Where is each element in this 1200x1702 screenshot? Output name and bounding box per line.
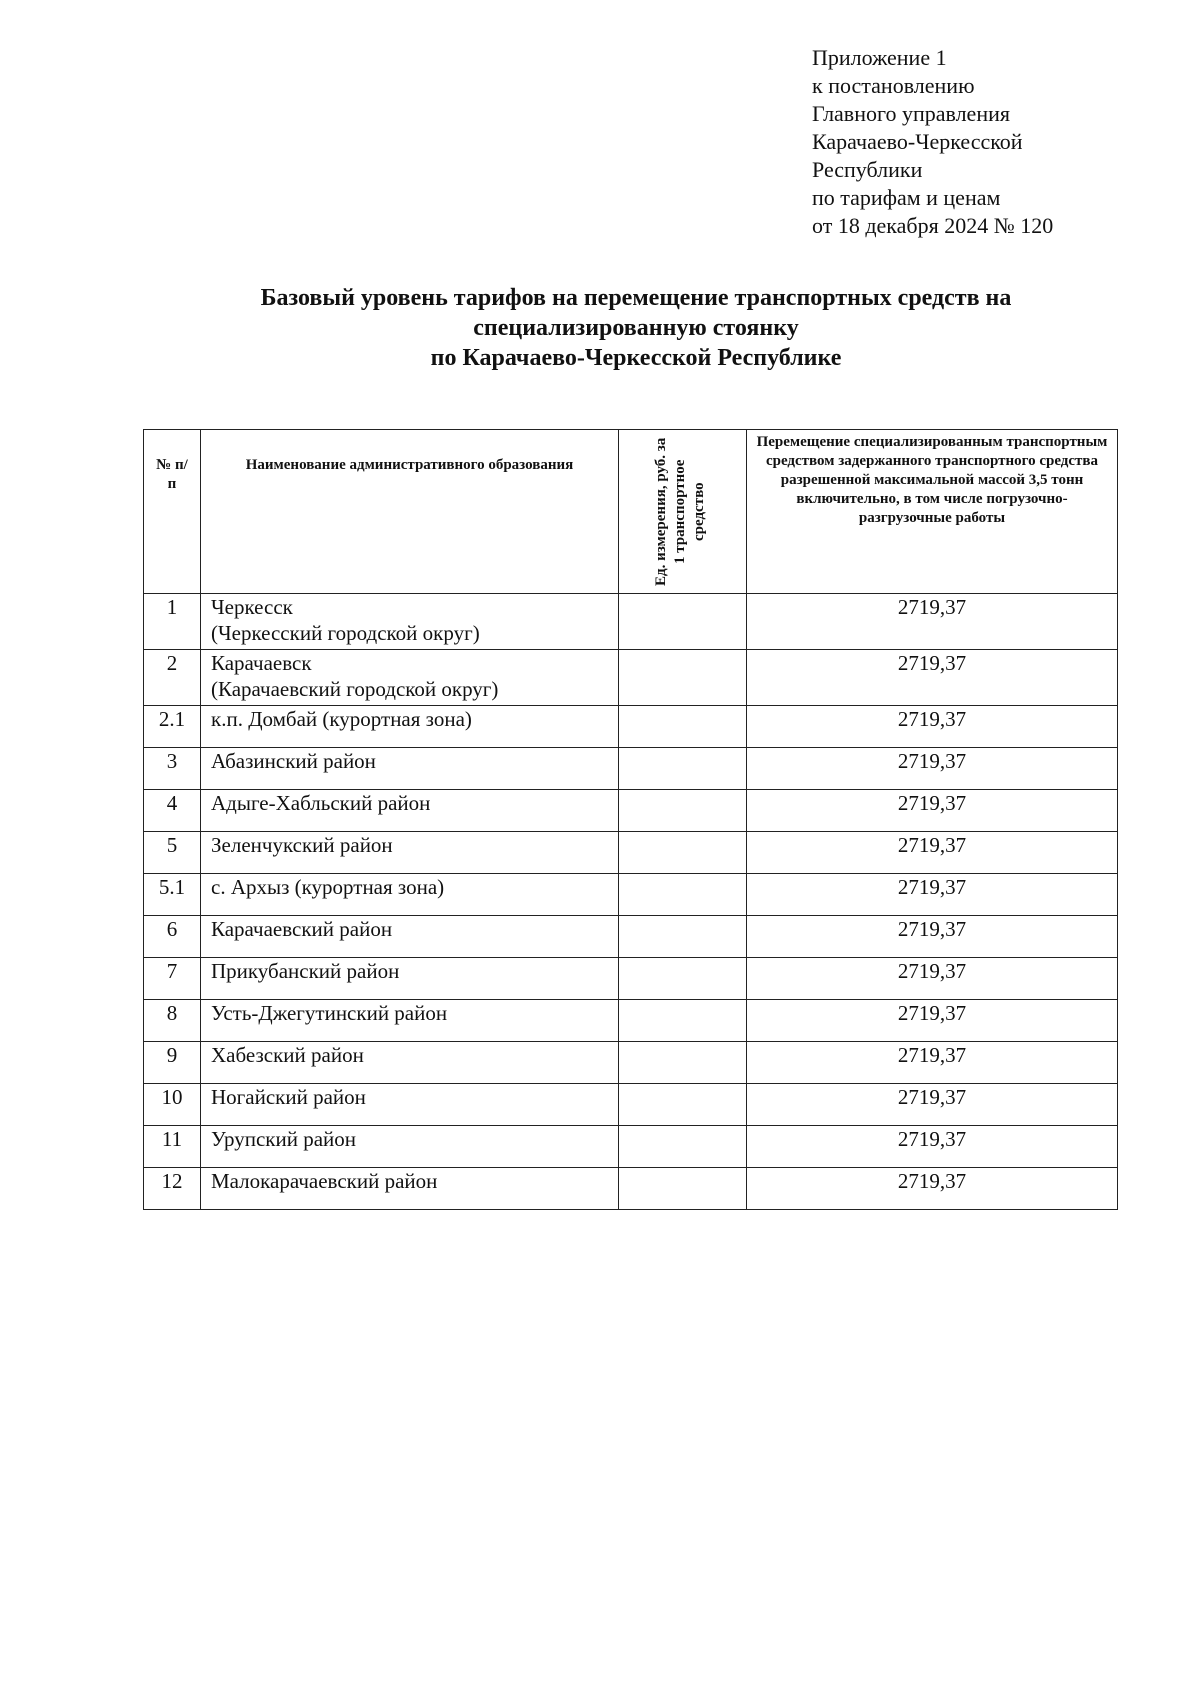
row-value: 2719,37 bbox=[747, 706, 1118, 748]
table-row bbox=[144, 706, 1118, 748]
appendix-note bbox=[812, 44, 1172, 240]
row-number: 6 bbox=[144, 916, 201, 958]
row-number: 5.1 bbox=[144, 874, 201, 916]
table-header-row bbox=[144, 430, 1118, 594]
row-number: 3 bbox=[144, 748, 201, 790]
row-unit bbox=[619, 594, 747, 650]
row-unit bbox=[619, 650, 747, 706]
appendix-line: от 18 декабря 2024 № 120 bbox=[812, 213, 1054, 238]
tariff-table bbox=[143, 429, 1118, 1210]
row-name-line: Зеленчукский район bbox=[211, 833, 393, 857]
row-value: 2719,37 bbox=[747, 1126, 1118, 1168]
row-number: 8 bbox=[144, 1000, 201, 1042]
row-value: 2719,37 bbox=[747, 916, 1118, 958]
row-name-line: к.п. Домбай (курортная зона) bbox=[211, 707, 472, 731]
row-unit bbox=[619, 958, 747, 1000]
table-row bbox=[144, 874, 1118, 916]
row-name-line: Черкесск bbox=[211, 595, 293, 619]
row-value: 2719,37 bbox=[747, 958, 1118, 1000]
row-number: 10 bbox=[144, 1084, 201, 1126]
row-number: 2 bbox=[144, 650, 201, 706]
row-name-line: (Карачаевский городской округ) bbox=[211, 677, 499, 701]
title-line: Базовый уровень тарифов на перемещение транспортных средств на bbox=[260, 285, 1012, 311]
row-name bbox=[201, 832, 619, 874]
row-name bbox=[201, 706, 619, 748]
row-unit bbox=[619, 790, 747, 832]
header-name: Наименование административного образования bbox=[201, 430, 619, 594]
row-unit bbox=[619, 1168, 747, 1210]
header-unit bbox=[619, 430, 747, 594]
table-row bbox=[144, 1126, 1118, 1168]
row-value: 2719,37 bbox=[747, 594, 1118, 650]
row-unit bbox=[619, 1126, 747, 1168]
table-row bbox=[144, 1168, 1118, 1210]
header-num: № п/п bbox=[144, 430, 201, 594]
table-row bbox=[144, 832, 1118, 874]
row-number: 1 bbox=[144, 594, 201, 650]
row-name-line: Прикубанский район bbox=[211, 959, 400, 983]
table-row bbox=[144, 748, 1118, 790]
row-unit bbox=[619, 748, 747, 790]
row-name bbox=[201, 1126, 619, 1168]
table-row bbox=[144, 1042, 1118, 1084]
document-title bbox=[100, 283, 1172, 373]
appendix-line: по тарифам и ценам bbox=[812, 185, 1001, 210]
row-number: 9 bbox=[144, 1042, 201, 1084]
table-body bbox=[144, 594, 1118, 1210]
row-name bbox=[201, 650, 619, 706]
row-name-line: Усть-Джегутинский район bbox=[211, 1001, 448, 1025]
table-row bbox=[144, 916, 1118, 958]
table-row bbox=[144, 1000, 1118, 1042]
row-name bbox=[201, 748, 619, 790]
row-name-line: Малокарачаевский район bbox=[211, 1169, 438, 1193]
row-name-line: Урупский район bbox=[211, 1127, 357, 1151]
row-name-line: Ногайский район bbox=[211, 1085, 366, 1109]
row-name-line: Хабезский район bbox=[211, 1043, 364, 1067]
row-name-line: Карачаевск bbox=[211, 651, 312, 675]
row-value: 2719,37 bbox=[747, 650, 1118, 706]
row-name bbox=[201, 1000, 619, 1042]
row-name bbox=[201, 1084, 619, 1126]
table-row bbox=[144, 790, 1118, 832]
table-row bbox=[144, 650, 1118, 706]
row-name-line: Адыге-Хабльский район bbox=[211, 791, 431, 815]
table-row bbox=[144, 958, 1118, 1000]
row-name-line: Абазинский район bbox=[211, 749, 376, 773]
row-value: 2719,37 bbox=[747, 1000, 1118, 1042]
row-number: 4 bbox=[144, 790, 201, 832]
row-number: 2.1 bbox=[144, 706, 201, 748]
row-unit bbox=[619, 832, 747, 874]
row-unit bbox=[619, 916, 747, 958]
row-number: 12 bbox=[144, 1168, 201, 1210]
row-unit bbox=[619, 1042, 747, 1084]
header-value: Перемещение специализированным транспортным средством задержанного транспортного средства разрешенной максимальной массой 3,5 тонн включительно, в том числе погрузочно-разгрузочные работы bbox=[747, 430, 1118, 594]
row-name bbox=[201, 1042, 619, 1084]
row-name bbox=[201, 874, 619, 916]
row-name bbox=[201, 594, 619, 650]
row-name bbox=[201, 1168, 619, 1210]
appendix-line: Республики bbox=[812, 157, 923, 182]
row-value: 2719,37 bbox=[747, 1168, 1118, 1210]
row-name bbox=[201, 916, 619, 958]
appendix-line: к постановлению bbox=[812, 73, 975, 98]
row-unit bbox=[619, 1000, 747, 1042]
header-unit-text: Ед. измерения, руб. за 1 транспортное средство bbox=[652, 437, 707, 586]
table-row bbox=[144, 594, 1118, 650]
appendix-line: Главного управления bbox=[812, 101, 1010, 126]
row-unit bbox=[619, 874, 747, 916]
row-name bbox=[201, 790, 619, 832]
row-name-line: (Черкесский городской округ) bbox=[211, 621, 480, 645]
row-number: 11 bbox=[144, 1126, 201, 1168]
row-value: 2719,37 bbox=[747, 790, 1118, 832]
row-value: 2719,37 bbox=[747, 748, 1118, 790]
row-name-line: с. Архыз (курортная зона) bbox=[211, 875, 445, 899]
row-number: 7 bbox=[144, 958, 201, 1000]
appendix-line: Карачаево-Черкесской bbox=[812, 129, 1023, 154]
table-row bbox=[144, 1084, 1118, 1126]
row-value: 2719,37 bbox=[747, 874, 1118, 916]
title-line: по Карачаево-Черкесской Республике bbox=[430, 345, 842, 371]
row-value: 2719,37 bbox=[747, 832, 1118, 874]
row-unit bbox=[619, 706, 747, 748]
title-line: специализированную стоянку bbox=[473, 315, 799, 341]
row-value: 2719,37 bbox=[747, 1042, 1118, 1084]
row-unit bbox=[619, 1084, 747, 1126]
row-name-line: Карачаевский район bbox=[211, 917, 393, 941]
row-number: 5 bbox=[144, 832, 201, 874]
row-name bbox=[201, 958, 619, 1000]
row-value: 2719,37 bbox=[747, 1084, 1118, 1126]
appendix-line: Приложение 1 bbox=[812, 45, 947, 70]
